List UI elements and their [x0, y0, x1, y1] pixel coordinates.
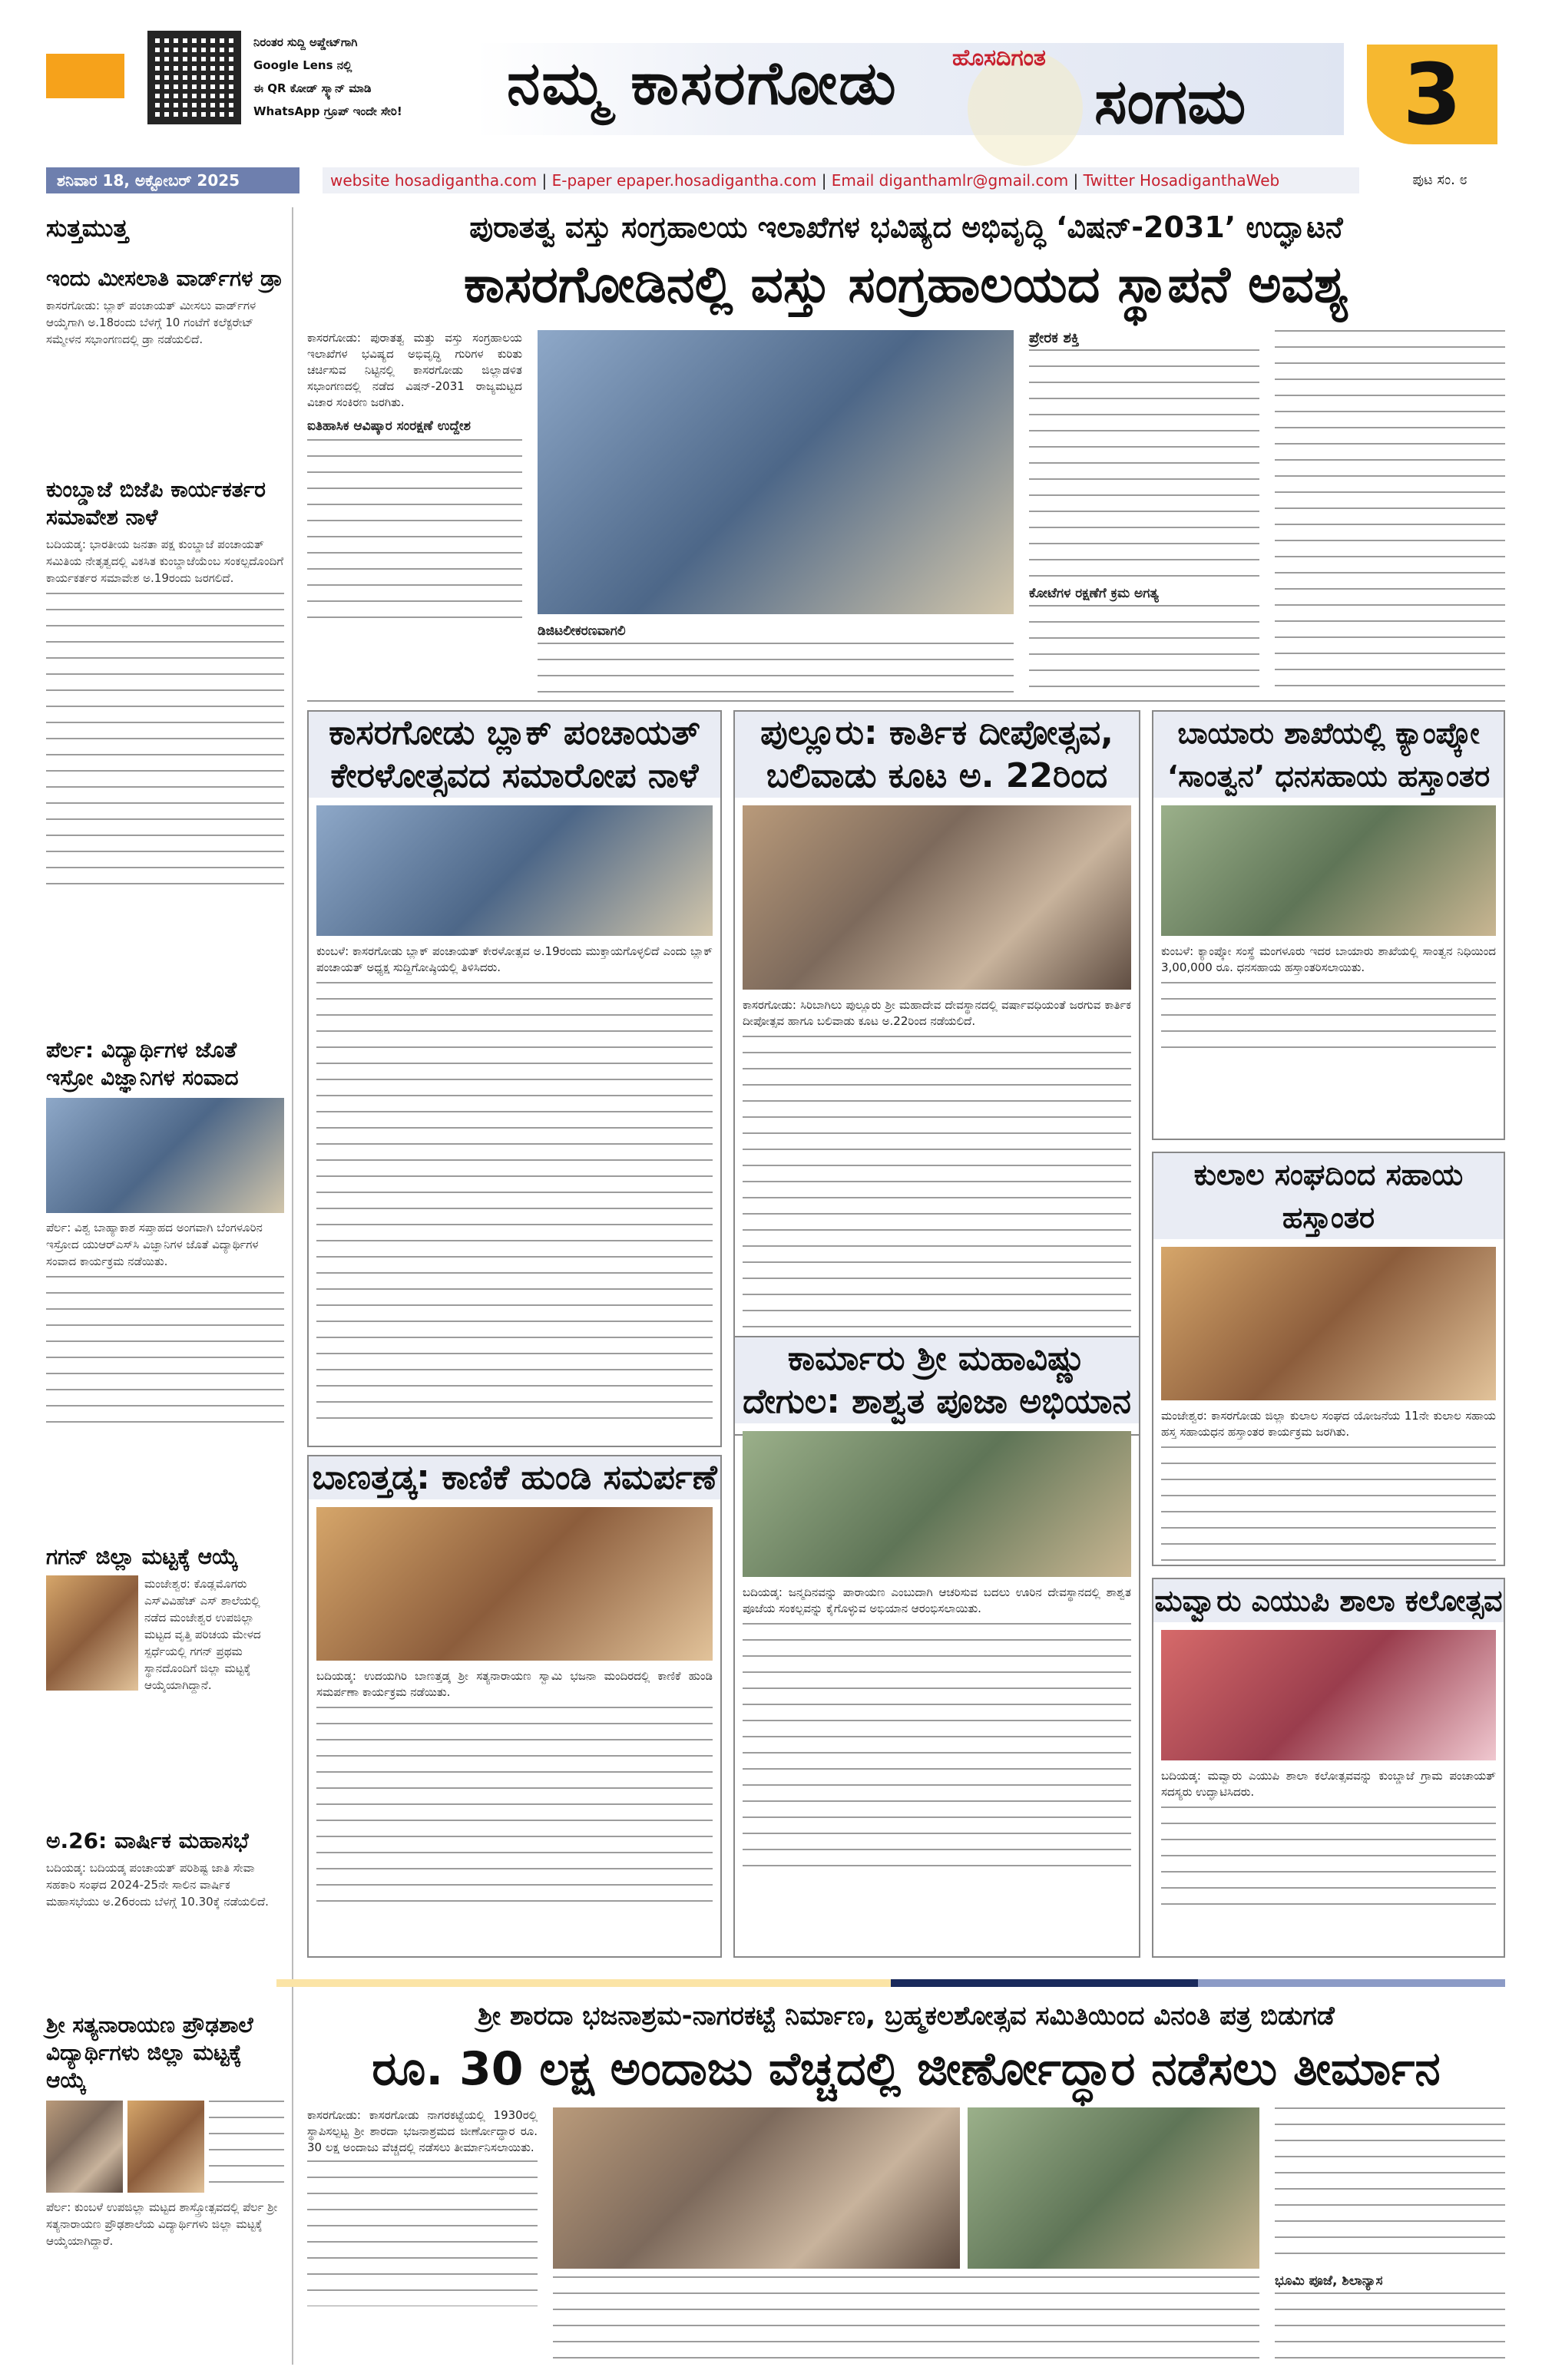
- student-photo: [46, 2101, 123, 2193]
- story-box: [1152, 1152, 1505, 1566]
- sidebar-item: [46, 1543, 284, 1694]
- lead-caption: [538, 623, 1014, 704]
- text-placeholder: [1275, 2292, 1505, 2362]
- story-headline: ಬಾಯಾರು ಶಾಖೆಯಲ್ಲಿ ಕ್ಯಾಂಪ್ಕೋ ‘ಸಾಂತ್ವನ’ ಧನಸಹಾಯ ಹಸ್ತಾಂತರ: [1153, 712, 1504, 798]
- lead-kicker: ಪುರಾತತ್ವ ವಸ್ತು ಸಂಗ್ರಹಾಲಯ ಇಲಾಖೆಗಳ ಭವಿಷ್ಯದ ಅಭಿವೃದ್ಧಿ ‘ವಿಷನ್-2031’ ಉದ್ಘಾಟನೆ: [469, 210, 1343, 244]
- bottom-column: [1275, 2107, 1505, 2362]
- sidebar-headline: ಗಗನ್ ಜಿಲ್ಲಾ ಮಟ್ಟಕ್ಕೆ ಆಯ್ಕೆ: [46, 1544, 238, 1569]
- news-photo: [1161, 1247, 1496, 1400]
- qr-instructions: [253, 31, 484, 123]
- story-body: ಕುಂಬಳೆ: ಕಾಸರಗೋಡು ಬ್ಲಾಕ್ ಪಂಚಾಯತ್ ಕೇರಳೋತ್ಸವ ಅ.19ರಂದು ಮುಕ್ತಾಯಗೊಳ್ಳಲಿದೆ ಎಂದು ಬ್ಲಾಕ್ ಪಂಚಾಯತ್ ಅಧ್ಯಕ್ಷ ಸುದ್ದಿಗೋಷ್ಠಿಯಲ್ಲಿ ತಿಳಿಸಿದರು.: [316, 944, 713, 974]
- qr-line: ಈ QR ಕೋಡ್ ಸ್ಕ್ಯಾನ್ ಮಾಡಿ: [253, 81, 372, 95]
- sidebar-text: ಪೆರ್ಲ: ಕುಂಬಳೆ ಉಪಜಿಲ್ಲಾ ಮಟ್ಟದ ಶಾಸ್ತ್ರೋತ್ಸವದಲ್ಲಿ ಪೆರ್ಲ ಶ್ರೀ ಸತ್ಯನಾರಾಯಣ ಪ್ರೌಢಶಾಲೆಯ ವಿದ್ಯಾರ್ಥಿಗಳು ಜಿಲ್ಲಾ ಮಟ್ಟಕ್ಕೆ ಆಯ್ಕೆಯಾಗಿದ್ದಾರೆ.: [46, 2200, 278, 2248]
- sidebar-text: ಬದಿಯಡ್ಕ: ಭಾರತೀಯ ಜನತಾ ಪಕ್ಷ ಕುಂಬ್ಡಾಜೆ ಪಂಚಾಯತ್ ಸಮಿತಿಯ ನೇತೃತ್ವದಲ್ಲಿ ವಿಕಸಿತ ಕುಂಬ್ಡಾಜೆಯೆಂಬ ಸಂಕಲ್ಪದೊಂದಿಗೆ ಕಾರ್ಯಕರ್ತರ ಸಮಾವೇಶ ಅ.19ರಂದು ಜರಗಲಿದೆ.: [46, 537, 284, 585]
- lead-photo: [538, 330, 1014, 614]
- masthead-accent-block: [46, 54, 124, 98]
- text-placeholder: [1161, 1446, 1496, 1562]
- story-body: ಮಂಜೇಶ್ವರ: ಕಾಸರಗೋಡು ಜಿಲ್ಲಾ ಕುಲಾಲ ಸಂಘದ ಯೋಜನೆಯ 11ನೇ ಕುಲಾಲ ಸಹಾಯ ಹಸ್ತ ಸಹಾಯಧನ ಹಸ್ತಾಂತರ ಕಾರ್ಯಕ್ರಮ ಜರಗಿತು.: [1161, 1409, 1496, 1439]
- story-box: [307, 1455, 722, 1958]
- qr-line: Google Lens ನಲ್ಲಿ: [253, 58, 352, 72]
- text-placeholder: [1275, 2107, 1505, 2269]
- text-placeholder: [553, 2276, 1259, 2361]
- text-placeholder: [209, 2101, 284, 2193]
- story-box: [733, 1336, 1140, 1958]
- sidebar-item: [46, 2011, 284, 2249]
- section-divider: [307, 700, 1505, 702]
- news-photo: [1161, 805, 1496, 936]
- text-placeholder: [46, 1276, 284, 1430]
- text-placeholder: [1275, 330, 1505, 691]
- brand-logo: ಹೊಸದಿಗಂತ: [952, 45, 1046, 71]
- story-body: ಬದಿಯಡ್ಕ: ಜನ್ಮದಿನವನ್ನು ಪಾರಾಯಣ ಎಂಬುದಾಗಿ ಆಚರಿಸುವ ಬದಲು ಊರಿನ ದೇವಸ್ಥಾನದಲ್ಲಿ ಶಾಶ್ವತ ಪೂಜೆಯ ಸಂಕಲ್ಪವನ್ನು ಕೈಗೊಳ್ಳುವ ಅಭಿಯಾನ ಆರಂಭಿಸಲಾಯಿತು.: [743, 1585, 1131, 1615]
- sidebar-headline: ಕುಂಬ್ಡಾಜೆ ಬಿಜೆಪಿ ಕಾರ್ಯಕರ್ತರ ಸಮಾವೇಶ ನಾಳೆ: [46, 477, 266, 530]
- qr-code-icon[interactable]: [147, 31, 241, 124]
- lead-column: [1029, 330, 1259, 697]
- story-box: [1152, 1578, 1505, 1958]
- text-placeholder: [1161, 982, 1496, 1051]
- section-title: ಸಂಗಮ: [1094, 66, 1246, 137]
- twitter-link[interactable]: Twitter HosadiganthaWeb: [1083, 171, 1280, 190]
- issue-date: ಶನಿವಾರ 18, ಅಕ್ಟೋಬರ್ 2025: [46, 167, 299, 193]
- text-placeholder: [307, 2160, 538, 2306]
- sidebar-item: [46, 476, 284, 892]
- story-box: [1152, 710, 1505, 1140]
- story-body: ಬದಿಯಡ್ಕ: ಮವ್ವಾರು ಎಯುಪಿ ಶಾಲಾ ಕಲೋತ್ಸವವನ್ನು ಕುಂಬ್ಡಾಜೆ ಗ್ರಾಮ ಪಂಚಾಯತ್ ಸದಸ್ಯರು ಉದ್ಘಾಟಿಸಿದರು.: [1161, 1769, 1496, 1799]
- sidebar-item: [46, 1827, 284, 1910]
- story-box: [307, 710, 722, 1447]
- text-placeholder: [1161, 1806, 1496, 1906]
- story-headline: ಬಾಣತ್ತಡ್ಕ: ಕಾಣಿಕೆ ಹುಂಡಿ ಸಮರ್ಪಣೆ: [309, 1456, 720, 1499]
- website-link[interactable]: website hosadigantha.com: [330, 171, 538, 190]
- bottom-kicker: ಶ್ರೀ ಶಾರದಾ ಭಜನಾಶ್ರಮ-ನಾಗರಕಟ್ಟೆ ನಿರ್ಮಾಣ, ಬ್ರಹ್ಮಕಲಶೋತ್ಸವ ಸಮಿತಿಯಿಂದ ವಿನಂತಿ ಪತ್ರ ಬಿಡುಗಡೆ: [478, 2001, 1335, 2031]
- sidebar-headline: ಇಂದು ಮೀಸಲಾತಿ ವಾರ್ಡ್‌ಗಳ ಡ್ರಾ: [46, 266, 283, 291]
- lead-subhead: ಡಿಜಿಟಲೀಕರಣವಾಗಲಿ: [538, 623, 626, 639]
- bottom-subhead: ಭೂಮಿ ಪೂಜೆ, ಶಿಲಾನ್ಯಾಸ: [1275, 2273, 1383, 2289]
- accent-bar: [276, 1979, 1505, 1987]
- sidebar-headline: ಪೆರ್ಲ: ವಿದ್ಯಾರ್ಥಿಗಳ ಜೊತೆ ಇಸ್ರೋ ವಿಜ್ಞಾನಿಗಳ ಸಂವಾದ: [46, 1037, 239, 1090]
- story-headline: ಪುಲ್ಲೂರು: ಕಾರ್ತಿಕ ದೀಪೋತ್ಸವ, ಬಲಿವಾಡು ಕೂಟ ಅ. 22ರಿಂದ: [735, 712, 1139, 798]
- page-number-badge: 3: [1367, 45, 1497, 144]
- story-headline: ಕಾಸರಗೋಡು ಬ್ಲಾಕ್ ಪಂಚಾಯತ್ ಕೇರಳೋತ್ಸವದ ಸಮಾರೋಪ ನಾಳೆ: [309, 712, 720, 798]
- contact-bar: website hosadigantha.com | E-paper epaper.hosadigantha.com | Email diganthamlr@gmail.com | Twitter HosadiganthaWeb: [323, 167, 1359, 193]
- text-placeholder: [316, 1707, 713, 1906]
- story-box: [733, 710, 1140, 1436]
- sidebar-item: [46, 1036, 284, 1430]
- text-placeholder: [1029, 605, 1259, 697]
- story-headline: ಮವ್ವಾರು ಎಯುಪಿ ಶಾಲಾ ಕಲೋತ್ಸವ: [1153, 1579, 1504, 1622]
- lead-headline: ಕಾಸರಗೋಡಿನಲ್ಲಿ ವಸ್ತು ಸಂಗ್ರಹಾಲಯದ ಸ್ಥಾಪನೆ ಅವಶ್ಯ: [463, 255, 1349, 314]
- news-photo: [743, 805, 1131, 990]
- news-photo: [1161, 1630, 1496, 1760]
- sidebar-text: ಬದಿಯಡ್ಕ: ಬದಿಯಡ್ಕ ಪಂಚಾಯತ್ ಪರಿಶಿಷ್ಟ ಜಾತಿ ಸೇವಾ ಸಹಕಾರಿ ಸಂಘದ 2024-25ನೇ ಸಾಲಿನ ವಾರ್ಷಿಕ ಮಹಾಸಭೆಯು ಅ.26ರಂದು ಬೆಳಗ್ಗೆ 10.30ಕ್ಕೆ ನಡೆಯಲಿದೆ.: [46, 1861, 269, 1909]
- news-photo: [553, 2107, 960, 2269]
- column-divider: [292, 207, 293, 2365]
- student-photo: [46, 1575, 138, 1691]
- student-photo: [127, 2101, 204, 2193]
- lead-subhead: ಐತಿಹಾಸಿಕ ಆವಿಷ್ಕಾರ ಸಂರಕ್ಷಣೆ ಉದ್ದೇಶ: [307, 418, 471, 434]
- news-photo: [46, 1098, 284, 1213]
- qr-line: ನಿರಂತರ ಸುದ್ದಿ ಅಪ್ಡೇಟ್‌ಗಾಗಿ: [253, 35, 358, 49]
- lead-subhead: ಪ್ರೇರಕ ಶಕ್ತಿ: [1029, 329, 1080, 346]
- sidebar-text: ಮಂಜೇಶ್ವರ: ಕೊಡ್ಲಮೊಗರು ಎಸ್‌ವಿವಿಹೆಚ್ ಎಸ್ ಶಾಲೆಯಲ್ಲಿ ನಡೆದ ಮಂಜೇಶ್ವರ ಉಪಜಿಲ್ಲಾ ಮಟ್ಟದ ವೃತ್ತಿ ಪರಿಚಯ ಮೇಳದ ಸ್ಪರ್ಧೆಯಲ್ಲಿ ಗಗನ್ ಪ್ರಥಮ ಸ್ಥಾನದೊಂದಿಗೆ ಜಿಲ್ಲಾ ಮಟ್ಟಕ್ಕೆ ಆಯ್ಕೆಯಾಗಿದ್ದಾನೆ.: [144, 1577, 261, 1692]
- sidebar-item: [46, 265, 284, 348]
- text-placeholder: [743, 1623, 1131, 1876]
- bottom-text: ಕಾಸರಗೋಡು: ಕಾಸರಗೋಡು ನಾಗರಕಟ್ಟೆಯಲ್ಲಿ 1930ರಲ್ಲಿ ಸ್ಥಾಪಿಸಲ್ಪಟ್ಟ ಶ್ರೀ ಶಾರದಾ ಭಜನಾಶ್ರಮದ ಜೀರ್ಣೋದ್ಧಾರ ರೂ. 30 ಲಕ್ಷ ಅಂದಾಜು ವೆಚ್ಚದಲ್ಲಿ ನಡೆಸಲು ತೀರ್ಮಾನಿಸಲಾಯಿತು.: [307, 2108, 538, 2154]
- news-photo: [316, 1507, 713, 1661]
- story-body: ಕುಂಬಳೆ: ಕ್ಯಾಂಪ್ಕೋ ಸಂಸ್ಥೆ ಮಂಗಳೂರು ಇದರ ಬಾಯಾರು ಶಾಖೆಯಲ್ಲಿ ಸಾಂತ್ವನ ನಿಧಿಯಿಂದ 3,00,000 ರೂ. ಧನಸಹಾಯ ಹಸ್ತಾಂತರಿಸಲಾಯಿತು.: [1161, 944, 1496, 974]
- text-placeholder: [46, 593, 284, 892]
- page-count: ಪುಟ ಸಂ. ೮: [1412, 172, 1468, 188]
- sidebar-title: ಸುತ್ತಮುತ್ತ: [46, 213, 129, 243]
- text-placeholder: [538, 643, 1014, 704]
- lead-body: [307, 330, 522, 623]
- qr-line: WhatsApp ಗ್ರೂಪ್ ಇಂದೇ ಸೇರಿ!: [253, 104, 402, 118]
- bottom-headline: ರೂ. 30 ಲಕ್ಷ ಅಂದಾಜು ವೆಚ್ಚದಲ್ಲಿ ಜೀರ್ಣೋದ್ಧಾರ ನಡೆಸಲು ತೀರ್ಮಾನ: [372, 2042, 1441, 2096]
- news-photo: [316, 805, 713, 936]
- epaper-link[interactable]: E-paper epaper.hosadigantha.com: [551, 171, 817, 190]
- sidebar-text: ಕಾಸರಗೋಡು: ಬ್ಲಾಕ್ ಪಂಚಾಯತ್ ಮೀಸಲು ವಾರ್ಡ್‌ಗಳ ಆಯ್ಕೆಗಾಗಿ ಅ.18ರಂದು ಬೆಳಗ್ಗೆ 10 ಗಂಟೆಗೆ ಕಲೆಕ್ಟರೇಟ್ ಸಮ್ಮೇಳನ ಸಭಾಂಗಣದಲ್ಲಿ ಡ್ರಾ ನಡೆಯಲಿದೆ.: [46, 299, 256, 346]
- text-placeholder: [1029, 349, 1259, 580]
- email-link[interactable]: Email diganthamlr@gmail.com: [831, 171, 1069, 190]
- bottom-body: [307, 2107, 538, 2306]
- text-placeholder: [316, 982, 713, 1427]
- sidebar-text: ಪೆರ್ಲ: ವಿಶ್ವ ಬಾಹ್ಯಾಕಾಶ ಸಪ್ತಾಹದ ಅಂಗವಾಗಿ ಬೆಂಗಳೂರಿನ ಇಸ್ರೋದ ಯುಆರ್‌ಎಸ್‌ಸಿ ವಿಜ್ಞಾನಿಗಳ ಜೊತೆ ವಿದ್ಯಾರ್ಥಿಗಳ ಸಂವಾದ ಕಾರ್ಯಕ್ರಮ ನಡೆಯಿತು.: [46, 1221, 263, 1268]
- lead-text: ಕಾಸರಗೋಡು: ಪುರಾತತ್ವ ಮತ್ತು ವಸ್ತು ಸಂಗ್ರಹಾಲಯ ಇಲಾಖೆಗಳ ಭವಿಷ್ಯದ ಅಭಿವೃದ್ಧಿ ಗುರಿಗಳ ಕುರಿತು ಚರ್ಚಿಸುವ ನಿಟ್ಟಿನಲ್ಲಿ ಕಾಸರಗೋಡು ಜಿಲ್ಲಾಡಳಿತ ಸಭಾಂಗಣದಲ್ಲಿ ನಡೆದ ವಿಷನ್-2031 ರಾಜ್ಯಮಟ್ಟದ ವಿಚಾರ ಸಂಕಿರಣ ಜರಗಿತು.: [307, 331, 522, 409]
- sidebar-headline: ಅ.26: ವಾರ್ಷಿಕ ಮಹಾಸಭೆ: [46, 1828, 249, 1853]
- page-title: ನಮ್ಮ ಕಾಸರಗೋಡು: [507, 49, 898, 118]
- sidebar-headline: ಶ್ರೀ ಸತ್ಯನಾರಾಯಣ ಪ್ರೌಢಶಾಲೆ ವಿದ್ಯಾರ್ಥಿಗಳು ಜಿಲ್ಲಾ ಮಟ್ಟಕ್ಕೆ ಆಯ್ಕೆ: [46, 2012, 253, 2093]
- story-headline: ಕುಲಾಲ ಸಂಘದಿಂದ ಸಹಾಯ ಹಸ್ತಾಂತರ: [1153, 1153, 1504, 1239]
- story-headline: ಕಾರ್ಮಾರು ಶ್ರೀ ಮಹಾವಿಷ್ಣು ದೇಗುಲ: ಶಾಶ್ವತ ಪೂಜಾ ಅಭಿಯಾನ: [735, 1337, 1139, 1423]
- news-photo: [743, 1431, 1131, 1577]
- lead-subhead: ಕೋಟೆಗಳ ರಕ್ಷಣೆಗೆ ಕ್ರಮ ಅಗತ್ಯ: [1029, 586, 1159, 601]
- text-placeholder: [307, 439, 522, 623]
- news-photo: [968, 2107, 1259, 2269]
- story-body: ಬದಿಯಡ್ಕ: ಉದಯಗಿರಿ ಬಾಣತ್ತಡ್ಕ ಶ್ರೀ ಸತ್ಯನಾರಾಯಣ ಸ್ವಾಮಿ ಭಜನಾ ಮಂದಿರದಲ್ಲಿ ಕಾಣಿಕೆ ಹುಂಡಿ ಸಮರ್ಪಣಾ ಕಾರ್ಯಕ್ರಮ ನಡೆಯಿತು.: [316, 1669, 713, 1699]
- story-body: ಕಾಸರಗೋಡು: ಸಿರಿಬಾಗಿಲು ಪುಲ್ಲೂರು ಶ್ರೀ ಮಹಾದೇವ ದೇವಸ್ಥಾನದಲ್ಲಿ ವರ್ಷಾವಧಿಯಂತೆ ಜರಗುವ ಕಾರ್ತಿಕ ದೀಪೋತ್ಸವ ಹಾಗೂ ಬಲಿವಾಡು ಕೂಟ ಅ.22ರಿಂದ ನಡೆಯಲಿದೆ.: [743, 998, 1131, 1028]
